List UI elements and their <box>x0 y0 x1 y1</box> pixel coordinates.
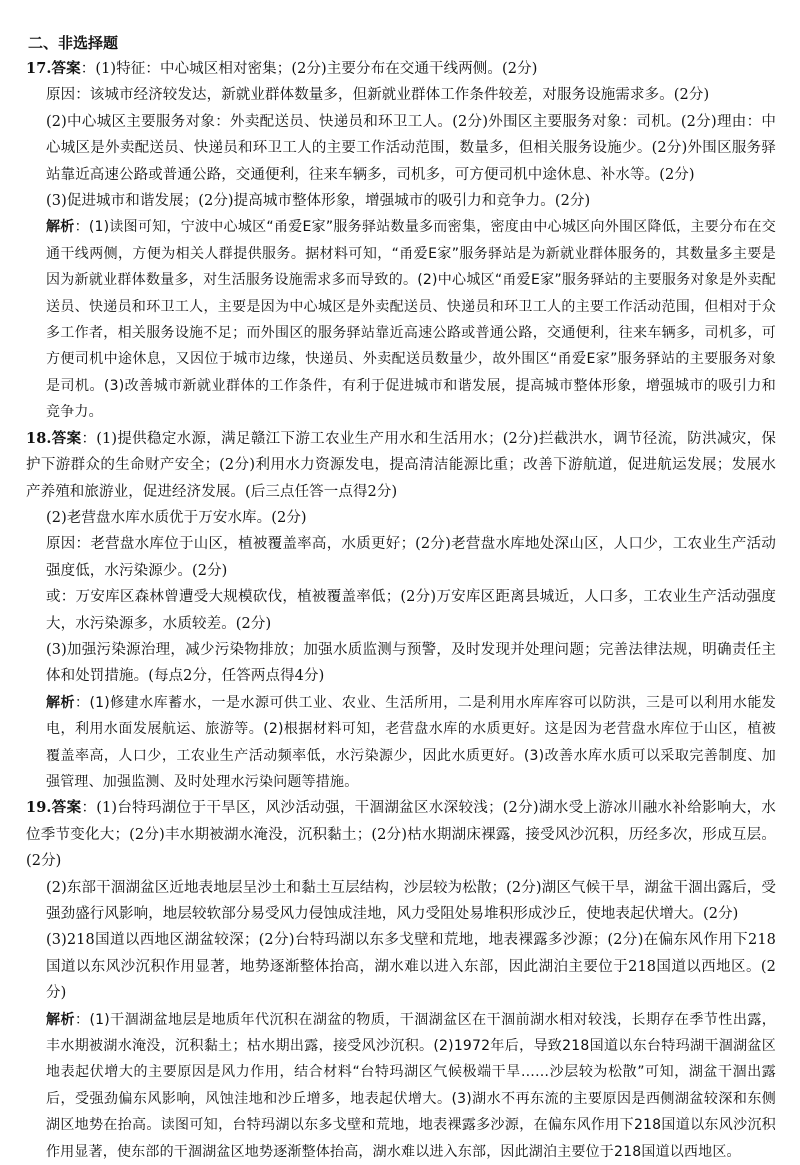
answer-first-line <box>26 426 776 505</box>
answer-line: 原因：该城市经济较发达，新就业群体数量多，但新就业群体工作条件较差，对服务设施需求多。(2分) <box>46 87 710 104</box>
answer-label: 答案 <box>51 430 82 447</box>
answer-line: (2)老营盘水库水质优于万安水库。(2分) <box>46 509 307 526</box>
analysis-label: 解析 <box>46 694 75 711</box>
answer-line: (2)中心城区主要服务对象：外卖配送员、快递员和环卫工人。(2分)外围区主要服务对象：司机。(2分)理由：中心城区是外卖配送员、快递员和环卫工人的主要工作活动范围，数量多，但相关服务设施少。(2分)外围区服务驿站靠近高速公路或普通公路，交通便利，往来车辆多，司机多，可方便司机中途休息、补水等。(2分) <box>46 113 776 183</box>
question-19 <box>26 795 776 1165</box>
answer-text: ：(1)提供稳定水源，满足赣江下游工农业生产用水和生活用水；(2分)拦截洪水，调节径流，防洪减灾，保护下游群众的生命财产安全；(2分)利用水力资源发电，提高清洁能源比重；改善下游航道，促进航运发展；发展水产养殖和旅游业，促进经济发展。(后三点任答一点得2分) <box>26 430 776 500</box>
section-title: 二、非选择题 <box>28 34 119 52</box>
answer-text: ：(1)台特玛湖位于干旱区，风沙活动强，干涸湖盆区水深较浅；(2分)湖水受上游冰川融水补给影响大，水位季节变化大；(2分)丰水期被湖水淹没，沉积黏土；(2分)枯水期湖床裸露，接受风沙沉积，历经多次，形成互层。(2分) <box>26 800 776 870</box>
answer-line: (3)218国道以西地区湖盆较深；(2分)台特玛湖以东多戈壁和荒地，地表裸露多沙源；(2分)在偏东风作用下218国道以东风沙沉积作用显著，地势逐渐整体抬高，湖水难以进入东部，因此湖泊主要位于218国道以西地区。(2分) <box>46 932 776 1002</box>
question-number: 17. <box>26 60 52 77</box>
question-number: 19. <box>26 799 52 817</box>
answer-line: 或：万安库区森林曾遭受大规模砍伐，植被覆盖率低；(2分)万安库区距离县城近，人口多，工农业生产活动强度大，水污染源多，水质较差。(2分) <box>46 589 776 632</box>
answer-line: (3)促进城市和谐发展；(2分)提高城市整体形象，增强城市的吸引力和竞争力。(2分) <box>46 193 591 210</box>
answer-text: ：(1)特征：中心城区相对密集；(2分)主要分布在交通干线两侧。(2分) <box>80 61 538 77</box>
analysis-paragraph <box>26 690 776 796</box>
answer-first-line <box>26 56 776 82</box>
answer-label: 答案 <box>51 61 81 77</box>
analysis-text: ：(1)修建水库蓄水，一是水源可供工业、农业、生活所用，二是利用水库库容可以防洪，三是可以利用水能发电，利用水面发展航运、旅游等。(2)根据材料可知，老营盘水库的水质更好。这是因为老营盘水库位于山区，植被覆盖率高，人口少，工农业生产活动频率低，水污染源少，因此水质更好。(3)改善水库水质可以采取完善制度、加强管理、加强监测、及时处理水污染问题等措施。 <box>46 694 777 790</box>
answer-line: (2)东部干涸湖盆区近地表地层呈沙土和黏土互层结构，沙层较为松散；(2分)湖区气候干旱，湖盆干涸出露后，受强劲盛行风影响，地层较软部分易受风力侵蚀成洼地，风力受阻处易堆积形成沙丘，使地表起伏增大。(2分) <box>46 879 776 922</box>
analysis-text: ：(1)读图可知，宁波中心城区“甬爱E家”服务驿站数量多而密集，密度由中心城区向外围区降低，主要分布在交通干线两侧，方便为相关人群提供服务。据材料可知，“甬爱E家”服务驿站是为新就业群体服务的，其数量多主要是因为新就业群体数量多，对生活服务设施需求多而导致的。(2)中心城区“甬爱E家”服务驿站的主要服务对象是外卖配送员、快递员和环卫工人，主要是因为中心城区是外卖配送员、快递员和环卫工人的主要工作活动范围，但相对于众多工作者，相关服务设施不足；而外围区的服务驿站靠近高速公路或普通公路，交通便利，往来车辆多，司机多，可方便司机中途休息，又因位于城市边缘，快递员、外卖配送员数量少，故外围区“甬爱E家”服务驿站的主要服务对象是司机。(3)改善城市新就业群体的工作条件，有利于促进城市和谐发展，提高城市整体形象，增强城市的吸引力和竞争力。 <box>46 219 776 421</box>
analysis-text: ：(1)干涸湖盆地层是地质年代沉积在湖盆的物质，干涸湖盆区在干涸前湖水相对较浅，长期存在季节性出露，丰水期被湖水淹没，沉积黏土；枯水期出露，接受风沙沉积。(2)1972年后，导致218国道以东台特玛湖干涸湖盆区地表起伏增大的主要原因是风力作用，结合材料“台特玛湖区气候极端干旱……沙层较为松散”可知，湖盆干涸出露后，受强劲偏东风影响，风蚀洼地和沙丘增多，地表起伏增大。(3)湖水不再东流的主要原因是西侧湖盆较深和东侧湖区地势在抬高。读图可知，台特玛湖以东多戈壁和荒地，地表裸露多沙源，在偏东风作用下218国道以东风沙沉积作用显著，使东部的干涸湖盆区地势逐渐整体抬高，湖水难以进入东部，因此湖泊主要位于218国道以西地区。 <box>46 1011 777 1160</box>
question-number: 18. <box>26 429 52 447</box>
analysis-label: 解析 <box>46 1011 75 1028</box>
answer-first-line <box>26 795 776 874</box>
analysis-label: 解析 <box>46 219 75 236</box>
answer-line: (3)加强污染源治理，减少污染物排放；加强水质监测与预警，及时发现并处理问题；完善法律法规，明确责任主体和处罚措施。(每点2分，任答两点得4分) <box>46 641 776 685</box>
answer-label: 答案 <box>51 800 82 817</box>
analysis-paragraph <box>26 1007 776 1165</box>
analysis-paragraph <box>26 214 776 425</box>
question-17 <box>26 56 776 426</box>
answer-line: 原因：老营盘水库位于山区，植被覆盖率高，水质更好；(2分)老营盘水库地处深山区，人口少，工农业生产活动强度低，水污染源少。(2分) <box>46 536 776 579</box>
question-18 <box>26 426 776 796</box>
